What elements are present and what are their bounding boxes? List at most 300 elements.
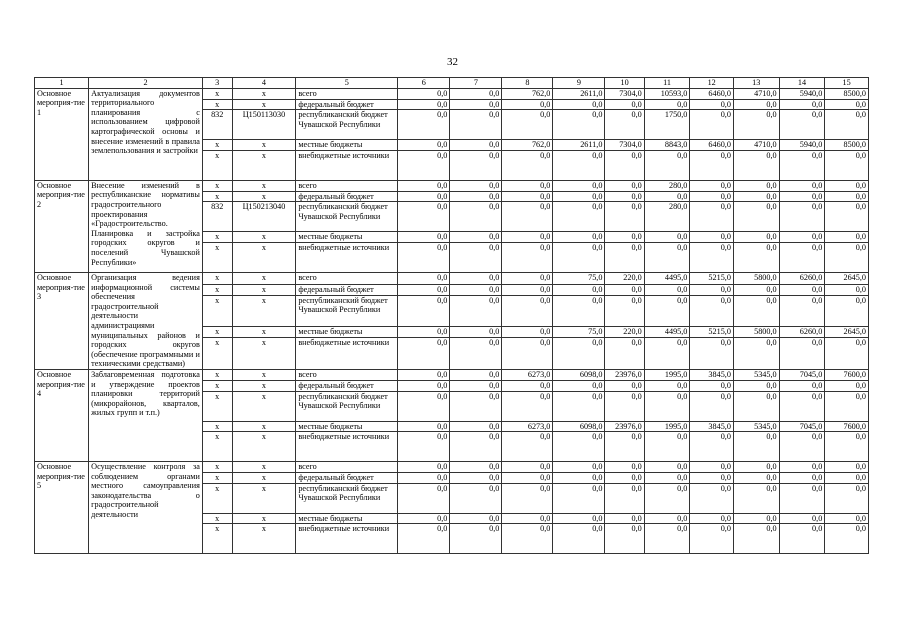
amount-cell: 0,0 (825, 483, 869, 513)
amount-cell: 0,0 (553, 232, 605, 243)
amount-cell: 0,0 (398, 242, 450, 272)
budget-code-cell: x (232, 140, 296, 151)
budget-code-cell: x (232, 513, 296, 524)
amount-cell: 0,0 (450, 88, 502, 99)
amount-cell: 23976,0 (605, 421, 644, 432)
amount-cell: 0,0 (779, 483, 825, 513)
amount-cell: 0,0 (398, 483, 450, 513)
amount-cell: 0,0 (605, 483, 644, 513)
amount-cell: 0,0 (398, 284, 450, 295)
amount-cell: 0,0 (733, 524, 779, 554)
amount-cell: 0,0 (779, 110, 825, 140)
amount-cell: 0,0 (502, 191, 553, 202)
amount-cell: 0,0 (825, 232, 869, 243)
funding-source-cell: федеральный бюджет (296, 473, 398, 484)
amount-cell: 0,0 (644, 232, 690, 243)
budget-code-cell: x (232, 191, 296, 202)
amount-cell: 5345,0 (733, 369, 779, 380)
budget-code-cell: x (232, 99, 296, 110)
amount-cell: 0,0 (779, 180, 825, 191)
amount-cell: 10593,0 (644, 88, 690, 99)
amount-cell: 0,0 (605, 202, 644, 232)
column-number-3: 3 (202, 78, 232, 89)
column-number-12: 12 (690, 78, 734, 89)
measure-description: Организация ведения информационной системы обеспечения градостроительной деятельности администрациями муниципальных районов и городских округов (обеспечение программными и техническими средствами) (89, 272, 203, 369)
funding-source-cell: республиканский бюджет Чувашской Республики (296, 110, 398, 140)
amount-cell: 0,0 (825, 380, 869, 391)
amount-cell: 0,0 (644, 432, 690, 462)
amount-cell: 0,0 (553, 483, 605, 513)
amount-cell: 0,0 (690, 295, 734, 327)
budget-code-cell: x (232, 295, 296, 327)
amount-cell: 2645,0 (825, 272, 869, 284)
amount-cell: 0,0 (825, 432, 869, 462)
budget-code-cell: x (232, 284, 296, 295)
amount-cell: 0,0 (605, 391, 644, 421)
amount-cell: 0,0 (502, 513, 553, 524)
amount-cell: 0,0 (398, 391, 450, 421)
amount-cell: 0,0 (779, 524, 825, 554)
measure-label: Основное мероприя-тие 5 (35, 462, 89, 554)
amount-cell: 762,0 (502, 88, 553, 99)
amount-cell: 0,0 (398, 110, 450, 140)
amount-cell: 0,0 (644, 150, 690, 180)
amount-cell: 0,0 (450, 432, 502, 462)
amount-cell: 0,0 (605, 180, 644, 191)
funding-source-cell: внебюджетные источники (296, 524, 398, 554)
funding-source-cell: местные бюджеты (296, 232, 398, 243)
measure-label: Основное мероприя-тие 1 (35, 88, 89, 180)
table-row (35, 180, 869, 191)
grbs-code-cell: x (202, 99, 232, 110)
table-row (35, 462, 869, 473)
budget-code-cell: x (232, 369, 296, 380)
amount-cell: 6260,0 (779, 272, 825, 284)
amount-cell: 0,0 (398, 272, 450, 284)
budget-code-cell: x (232, 88, 296, 99)
grbs-code-cell: x (202, 272, 232, 284)
amount-cell: 5215,0 (690, 272, 734, 284)
amount-cell: 0,0 (553, 338, 605, 370)
grbs-code-cell: x (202, 180, 232, 191)
amount-cell: 5345,0 (733, 421, 779, 432)
funding-source-cell: республиканский бюджет Чувашской Республики (296, 391, 398, 421)
amount-cell: 0,0 (553, 191, 605, 202)
amount-cell: 0,0 (398, 232, 450, 243)
amount-cell: 4495,0 (644, 327, 690, 338)
amount-cell: 0,0 (779, 391, 825, 421)
amount-cell: 0,0 (553, 150, 605, 180)
amount-cell: 0,0 (644, 242, 690, 272)
column-number-10: 10 (605, 78, 644, 89)
amount-cell: 0,0 (553, 513, 605, 524)
amount-cell: 0,0 (398, 432, 450, 462)
amount-cell: 0,0 (605, 295, 644, 327)
amount-cell: 0,0 (733, 483, 779, 513)
budget-code-cell: x (232, 242, 296, 272)
measure-description: Заблаговременная подготовка и утверждение проектов планировки территорий (микрорайонов, кварталов, жилых групп и т.п.) (89, 369, 203, 461)
amount-cell: 0,0 (502, 483, 553, 513)
amount-cell: 0,0 (502, 180, 553, 191)
grbs-code-cell: x (202, 462, 232, 473)
amount-cell: 1995,0 (644, 369, 690, 380)
amount-cell: 1750,0 (644, 110, 690, 140)
amount-cell: 0,0 (825, 524, 869, 554)
column-number-2: 2 (89, 78, 203, 89)
amount-cell: 0,0 (779, 295, 825, 327)
amount-cell: 0,0 (733, 432, 779, 462)
amount-cell: 0,0 (502, 473, 553, 484)
amount-cell: 0,0 (398, 380, 450, 391)
amount-cell: 0,0 (779, 432, 825, 462)
amount-cell: 0,0 (605, 99, 644, 110)
amount-cell: 0,0 (450, 391, 502, 421)
column-number-11: 11 (644, 78, 690, 89)
grbs-code-cell: x (202, 473, 232, 484)
table-body (35, 78, 869, 554)
funding-source-cell: внебюджетные источники (296, 338, 398, 370)
amount-cell: 0,0 (398, 462, 450, 473)
amount-cell: 0,0 (502, 99, 553, 110)
amount-cell: 0,0 (398, 140, 450, 151)
amount-cell: 0,0 (825, 242, 869, 272)
amount-cell: 5215,0 (690, 327, 734, 338)
amount-cell: 0,0 (450, 284, 502, 295)
amount-cell: 0,0 (553, 524, 605, 554)
amount-cell: 2645,0 (825, 327, 869, 338)
amount-cell: 0,0 (605, 524, 644, 554)
amount-cell: 0,0 (825, 180, 869, 191)
amount-cell: 0,0 (450, 202, 502, 232)
amount-cell: 0,0 (398, 150, 450, 180)
amount-cell: 0,0 (502, 295, 553, 327)
amount-cell: 0,0 (733, 284, 779, 295)
funding-source-cell: федеральный бюджет (296, 99, 398, 110)
amount-cell: 6273,0 (502, 369, 553, 380)
grbs-code-cell: 832 (202, 202, 232, 232)
amount-cell: 0,0 (644, 473, 690, 484)
amount-cell: 0,0 (398, 421, 450, 432)
amount-cell: 0,0 (690, 473, 734, 484)
amount-cell: 6098,0 (553, 421, 605, 432)
amount-cell: 0,0 (553, 110, 605, 140)
amount-cell: 0,0 (450, 180, 502, 191)
funding-source-cell: федеральный бюджет (296, 380, 398, 391)
funding-source-cell: всего (296, 180, 398, 191)
amount-cell: 0,0 (644, 524, 690, 554)
grbs-code-cell: x (202, 513, 232, 524)
budget-code-cell: x (232, 421, 296, 432)
amount-cell: 6460,0 (690, 140, 734, 151)
amount-cell: 0,0 (398, 88, 450, 99)
amount-cell: 0,0 (502, 327, 553, 338)
amount-cell: 0,0 (733, 391, 779, 421)
amount-cell: 0,0 (450, 421, 502, 432)
funding-source-cell: всего (296, 88, 398, 99)
grbs-code-cell: x (202, 432, 232, 462)
amount-cell: 0,0 (450, 150, 502, 180)
funding-source-cell: местные бюджеты (296, 513, 398, 524)
grbs-code-cell: 832 (202, 110, 232, 140)
amount-cell: 0,0 (779, 473, 825, 484)
amount-cell: 0,0 (398, 513, 450, 524)
amount-cell: 0,0 (644, 513, 690, 524)
amount-cell: 0,0 (825, 391, 869, 421)
column-number-15: 15 (825, 78, 869, 89)
amount-cell: 0,0 (733, 462, 779, 473)
grbs-code-cell: x (202, 88, 232, 99)
funding-source-cell: местные бюджеты (296, 421, 398, 432)
amount-cell: 0,0 (502, 524, 553, 554)
amount-cell: 0,0 (605, 462, 644, 473)
amount-cell: 0,0 (690, 380, 734, 391)
amount-cell: 0,0 (779, 242, 825, 272)
amount-cell: 0,0 (398, 338, 450, 370)
amount-cell: 0,0 (825, 150, 869, 180)
amount-cell: 0,0 (398, 180, 450, 191)
amount-cell: 0,0 (398, 99, 450, 110)
amount-cell: 0,0 (690, 524, 734, 554)
amount-cell: 280,0 (644, 180, 690, 191)
amount-cell: 0,0 (690, 284, 734, 295)
amount-cell: 280,0 (644, 202, 690, 232)
amount-cell: 0,0 (690, 232, 734, 243)
amount-cell: 75,0 (553, 327, 605, 338)
budget-code-cell: x (232, 338, 296, 370)
amount-cell: 0,0 (690, 110, 734, 140)
budget-code-cell: Ц150213040 (232, 202, 296, 232)
amount-cell: 0,0 (825, 295, 869, 327)
table-row (35, 272, 869, 284)
amount-cell: 4710,0 (733, 88, 779, 99)
amount-cell: 5940,0 (779, 88, 825, 99)
amount-cell: 220,0 (605, 327, 644, 338)
column-number-4: 4 (232, 78, 296, 89)
funding-source-cell: всего (296, 462, 398, 473)
amount-cell: 0,0 (690, 483, 734, 513)
funding-source-cell: всего (296, 272, 398, 284)
amount-cell: 0,0 (779, 202, 825, 232)
funding-source-cell: республиканский бюджет Чувашской Республики (296, 295, 398, 327)
amount-cell: 0,0 (825, 473, 869, 484)
amount-cell: 0,0 (825, 513, 869, 524)
amount-cell: 5940,0 (779, 140, 825, 151)
amount-cell: 0,0 (825, 191, 869, 202)
amount-cell: 5800,0 (733, 272, 779, 284)
funding-source-cell: федеральный бюджет (296, 284, 398, 295)
amount-cell: 0,0 (644, 462, 690, 473)
measure-label: Основное мероприя-тие 2 (35, 180, 89, 272)
amount-cell: 0,0 (502, 462, 553, 473)
measure-description: Внесение изменений в республиканские нормативы градостроительного проектирования «Градостроительство. Планировка и застройка городских округов и поселений Чувашской Республики» (89, 180, 203, 272)
amount-cell: 0,0 (502, 284, 553, 295)
amount-cell: 0,0 (450, 483, 502, 513)
amount-cell: 0,0 (398, 295, 450, 327)
amount-cell: 0,0 (450, 232, 502, 243)
budget-code-cell: x (232, 473, 296, 484)
amount-cell: 0,0 (825, 462, 869, 473)
column-number-5: 5 (296, 78, 398, 89)
grbs-code-cell: x (202, 391, 232, 421)
amount-cell: 0,0 (644, 380, 690, 391)
amount-cell: 8843,0 (644, 140, 690, 151)
amount-cell: 7304,0 (605, 88, 644, 99)
budget-code-cell: x (232, 180, 296, 191)
amount-cell: 0,0 (605, 284, 644, 295)
amount-cell: 75,0 (553, 272, 605, 284)
amount-cell: 0,0 (605, 473, 644, 484)
budget-code-cell: Ц150113030 (232, 110, 296, 140)
amount-cell: 7600,0 (825, 421, 869, 432)
funding-source-cell: республиканский бюджет Чувашской Республики (296, 202, 398, 232)
budget-code-cell: x (232, 327, 296, 338)
funding-source-cell: местные бюджеты (296, 140, 398, 151)
amount-cell: 1995,0 (644, 421, 690, 432)
amount-cell: 0,0 (605, 242, 644, 272)
amount-cell: 8500,0 (825, 140, 869, 151)
column-number-14: 14 (779, 78, 825, 89)
amount-cell: 0,0 (398, 191, 450, 202)
amount-cell: 3845,0 (690, 421, 734, 432)
amount-cell: 0,0 (733, 242, 779, 272)
grbs-code-cell: x (202, 140, 232, 151)
measure-label: Основное мероприя-тие 3 (35, 272, 89, 369)
amount-cell: 7045,0 (779, 369, 825, 380)
amount-cell: 7304,0 (605, 140, 644, 151)
page-number: 32 (447, 56, 458, 68)
amount-cell: 0,0 (690, 180, 734, 191)
budget-code-cell: x (232, 232, 296, 243)
amount-cell: 0,0 (553, 380, 605, 391)
amount-cell: 0,0 (502, 391, 553, 421)
amount-cell: 0,0 (450, 513, 502, 524)
amount-cell: 0,0 (733, 180, 779, 191)
column-number-7: 7 (450, 78, 502, 89)
amount-cell: 0,0 (502, 272, 553, 284)
amount-cell: 0,0 (450, 327, 502, 338)
amount-cell: 0,0 (450, 338, 502, 370)
amount-cell: 8500,0 (825, 88, 869, 99)
budget-code-cell: x (232, 391, 296, 421)
amount-cell: 0,0 (553, 473, 605, 484)
amount-cell: 0,0 (733, 513, 779, 524)
amount-cell: 0,0 (733, 99, 779, 110)
amount-cell: 0,0 (825, 110, 869, 140)
amount-cell: 0,0 (733, 338, 779, 370)
amount-cell: 0,0 (825, 99, 869, 110)
amount-cell: 0,0 (644, 99, 690, 110)
amount-cell: 0,0 (502, 380, 553, 391)
amount-cell: 0,0 (502, 202, 553, 232)
amount-cell: 0,0 (779, 99, 825, 110)
column-number-9: 9 (553, 78, 605, 89)
amount-cell: 5800,0 (733, 327, 779, 338)
amount-cell: 0,0 (553, 432, 605, 462)
amount-cell: 0,0 (644, 391, 690, 421)
grbs-code-cell: x (202, 327, 232, 338)
amount-cell: 0,0 (690, 242, 734, 272)
amount-cell: 0,0 (502, 110, 553, 140)
grbs-code-cell: x (202, 483, 232, 513)
amount-cell: 0,0 (644, 338, 690, 370)
amount-cell: 23976,0 (605, 369, 644, 380)
amount-cell: 0,0 (690, 513, 734, 524)
budget-code-cell: x (232, 483, 296, 513)
amount-cell: 0,0 (605, 338, 644, 370)
amount-cell: 0,0 (733, 232, 779, 243)
amount-cell: 0,0 (779, 380, 825, 391)
amount-cell: 7045,0 (779, 421, 825, 432)
funding-source-cell: внебюджетные источники (296, 242, 398, 272)
column-number-6: 6 (398, 78, 450, 89)
budget-code-cell: x (232, 462, 296, 473)
column-number-row (35, 78, 869, 89)
grbs-code-cell: x (202, 524, 232, 554)
amount-cell: 0,0 (733, 473, 779, 484)
amount-cell: 0,0 (450, 242, 502, 272)
amount-cell: 0,0 (450, 524, 502, 554)
column-number-8: 8 (502, 78, 553, 89)
column-number-1: 1 (35, 78, 89, 89)
funding-source-cell: внебюджетные источники (296, 432, 398, 462)
amount-cell: 6273,0 (502, 421, 553, 432)
amount-cell: 3845,0 (690, 369, 734, 380)
amount-cell: 0,0 (398, 369, 450, 380)
amount-cell: 0,0 (825, 202, 869, 232)
amount-cell: 0,0 (733, 191, 779, 202)
amount-cell: 0,0 (605, 150, 644, 180)
amount-cell: 0,0 (644, 284, 690, 295)
amount-cell: 0,0 (644, 295, 690, 327)
amount-cell: 0,0 (553, 462, 605, 473)
amount-cell: 6260,0 (779, 327, 825, 338)
amount-cell: 4495,0 (644, 272, 690, 284)
amount-cell: 0,0 (779, 338, 825, 370)
amount-cell: 0,0 (690, 150, 734, 180)
amount-cell: 0,0 (825, 338, 869, 370)
amount-cell: 0,0 (605, 513, 644, 524)
amount-cell: 4710,0 (733, 140, 779, 151)
measure-label: Основное мероприя-тие 4 (35, 369, 89, 461)
amount-cell: 0,0 (450, 380, 502, 391)
amount-cell: 7600,0 (825, 369, 869, 380)
amount-cell: 0,0 (644, 483, 690, 513)
amount-cell: 0,0 (690, 99, 734, 110)
amount-cell: 0,0 (450, 191, 502, 202)
amount-cell: 0,0 (779, 232, 825, 243)
funding-table (34, 77, 869, 554)
amount-cell: 0,0 (398, 524, 450, 554)
amount-cell: 0,0 (450, 473, 502, 484)
amount-cell: 0,0 (733, 110, 779, 140)
amount-cell: 0,0 (553, 202, 605, 232)
amount-cell: 0,0 (553, 99, 605, 110)
funding-source-cell: внебюджетные источники (296, 150, 398, 180)
amount-cell: 0,0 (450, 295, 502, 327)
amount-cell: 0,0 (450, 140, 502, 151)
amount-cell: 6098,0 (553, 369, 605, 380)
grbs-code-cell: x (202, 284, 232, 295)
amount-cell: 0,0 (779, 462, 825, 473)
amount-cell: 0,0 (605, 380, 644, 391)
amount-cell: 0,0 (779, 513, 825, 524)
budget-code-cell: x (232, 432, 296, 462)
amount-cell: 0,0 (398, 202, 450, 232)
amount-cell: 0,0 (450, 369, 502, 380)
budget-code-cell: x (232, 380, 296, 391)
amount-cell: 0,0 (605, 432, 644, 462)
amount-cell: 762,0 (502, 140, 553, 151)
